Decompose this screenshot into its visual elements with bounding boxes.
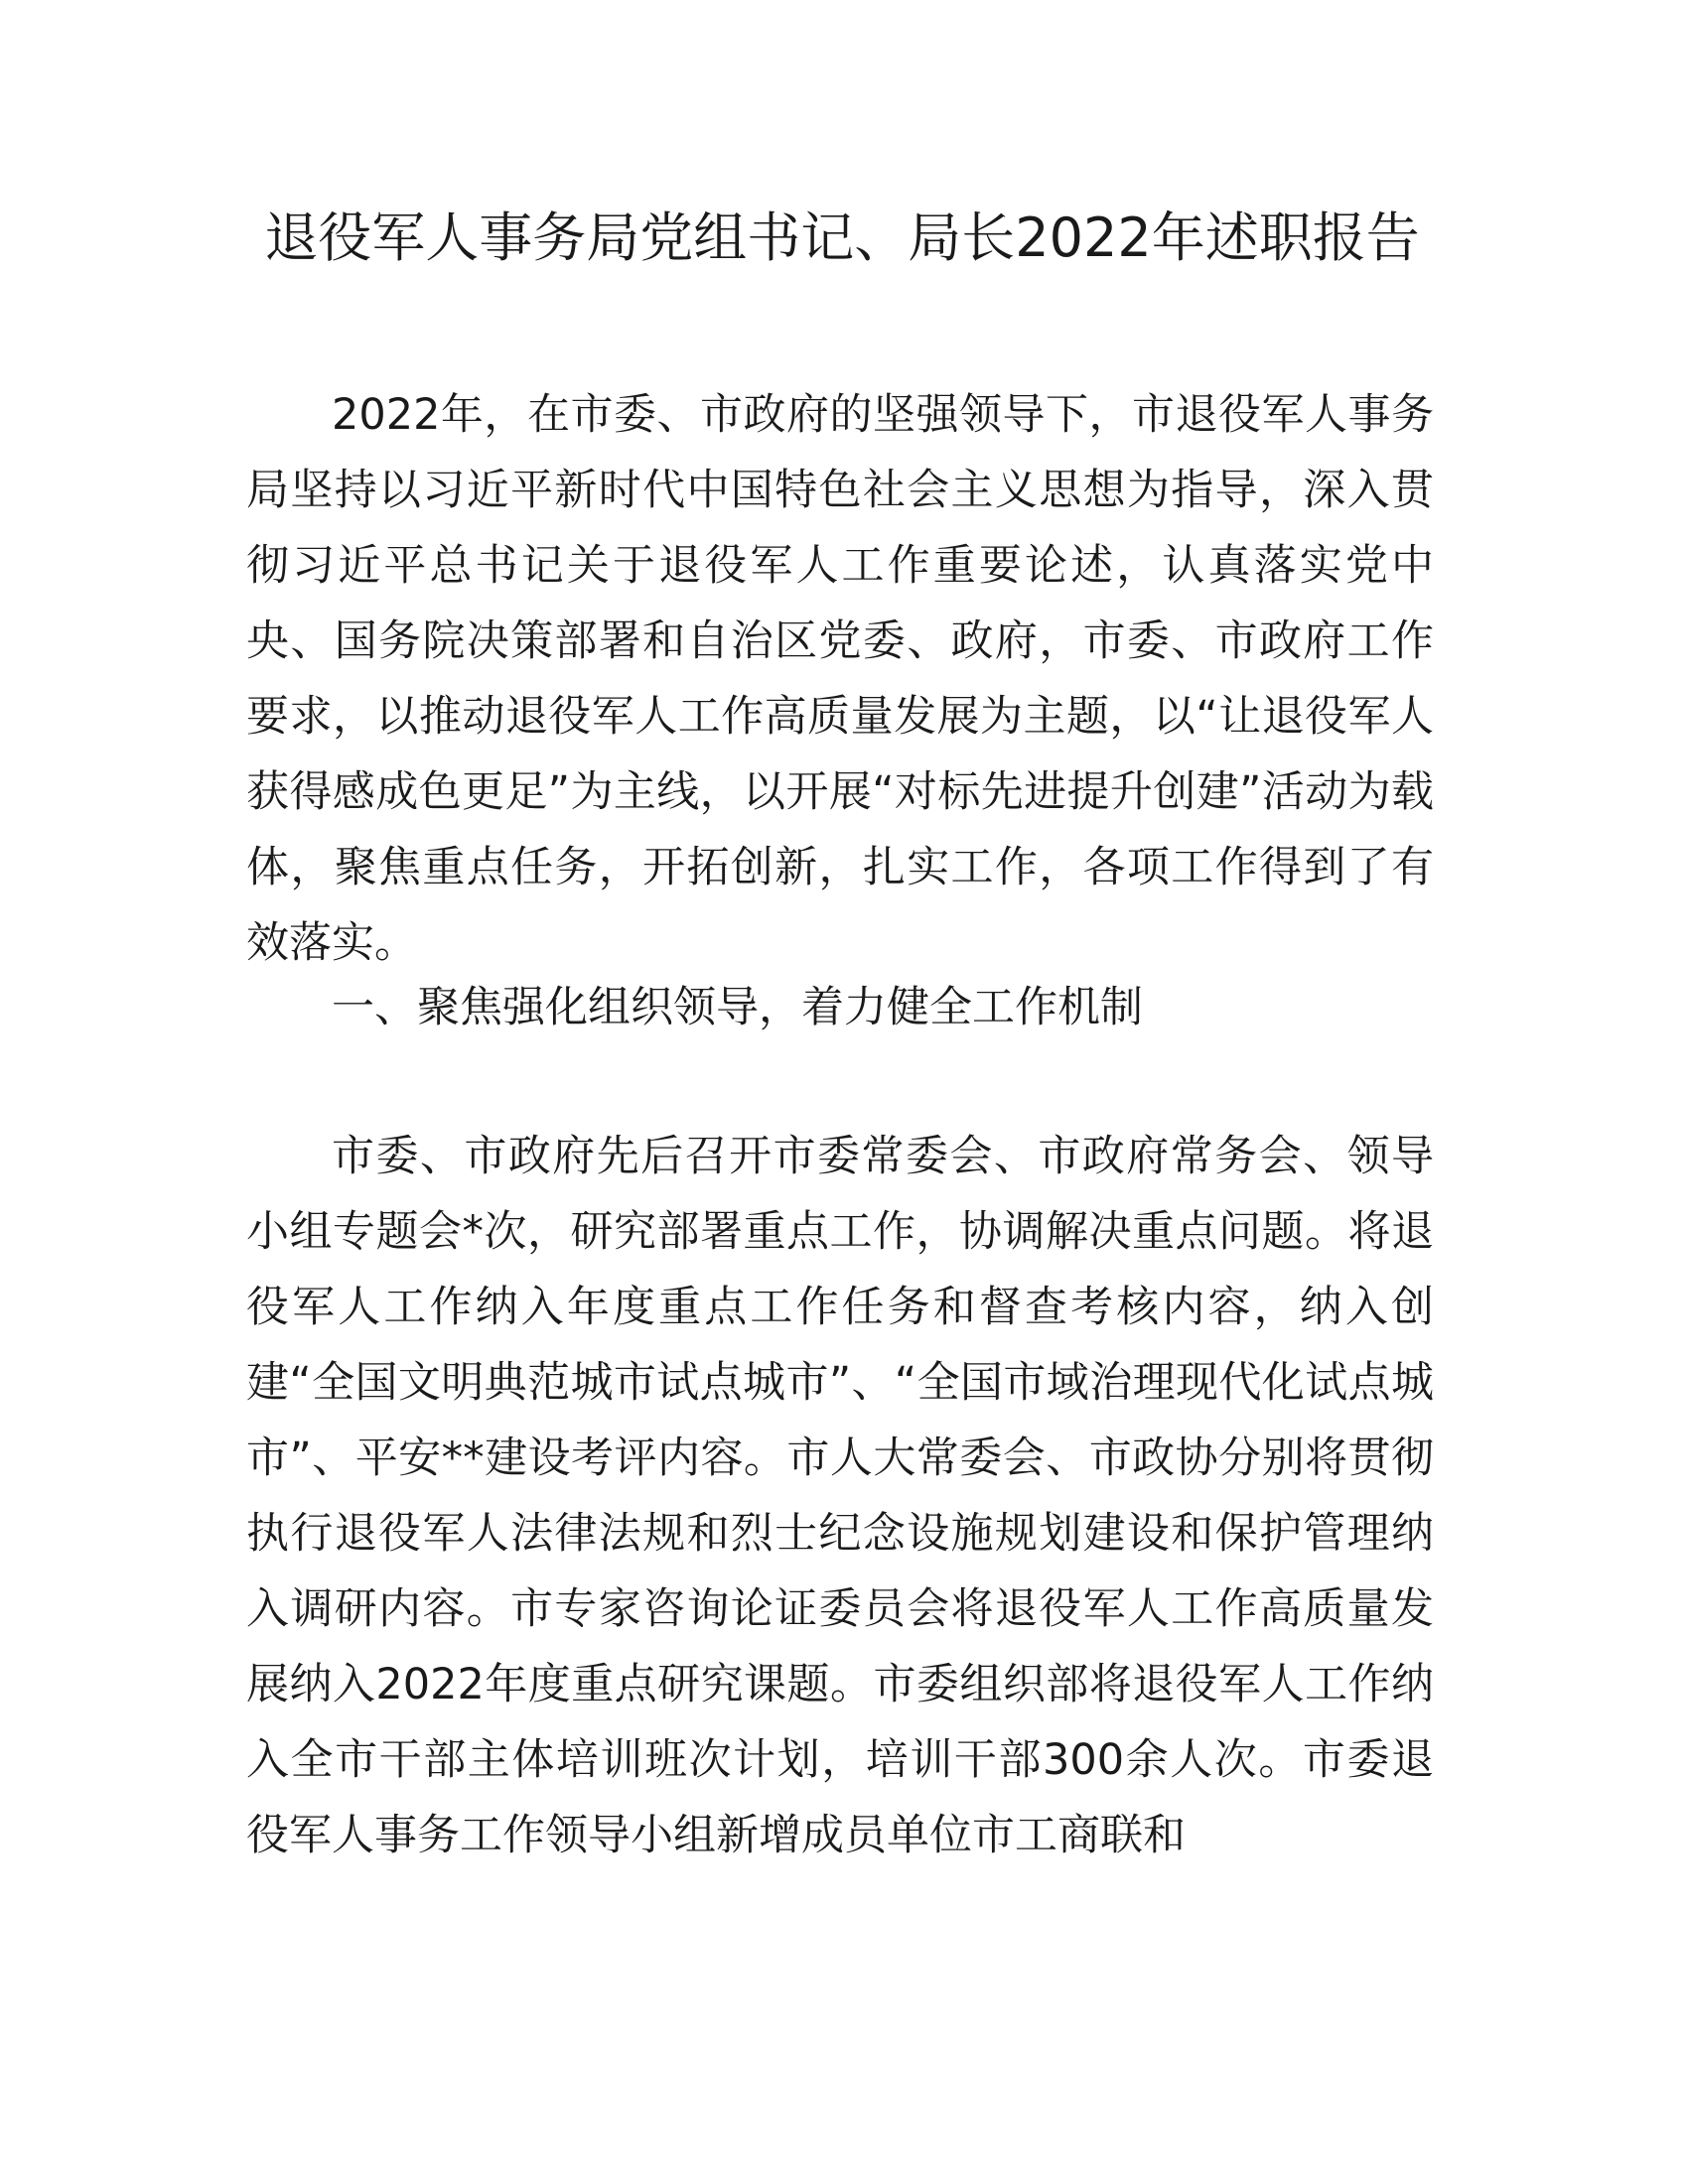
document-title: 退役军人事务局党组书记、局长2022年述职报告 <box>264 206 1420 269</box>
intro-paragraph: 2022年，在市委、市政府的坚强领导下，市退役军人事务局坚持以习近平新时代中国特色社会主义思想为指导，深入贯彻习近平总书记关于退役军人工作重要论述，认真落实党中央、国务院决策部署和自治区党委、政府，市委、市政府工作要求，以推动退役军人工作高质量发展为主题，以“让退役军人获得感成色更足”为主线，以开展“对标先进提升创建”活动为载体，聚焦重点任务，开拓创新，扎实工作，各项工作得到了有效落实。 <box>246 390 1434 968</box>
section-1-paragraph: 市委、市政府先后召开市委常委会、市政府常务会、领导小组专题会*次，研究部署重点工作，协调解决重点问题。将退役军人工作纳入年度重点工作任务和督查考核内容，纳入创建“全国文明典范城市试点城市”、“全国市域治理现代化试点城市”、平安**建设考评内容。市人大常委会、市政协分别将贯彻执行退役军人法律法规和烈士纪念设施规划建设和保护管理纳入调研内容。市专家咨询论证委员会将退役军人工作高质量发展纳入2022年度重点研究课题。市委组织部将退役军人工作纳入全市干部主体培训班次计划，培训干部300余人次。市委退役军人事务工作领导小组新增成员单位市工商联和 <box>246 1132 1434 1860</box>
section-heading-1: 一、聚焦强化组织领导，着力健全工作机制 <box>332 983 1143 1032</box>
